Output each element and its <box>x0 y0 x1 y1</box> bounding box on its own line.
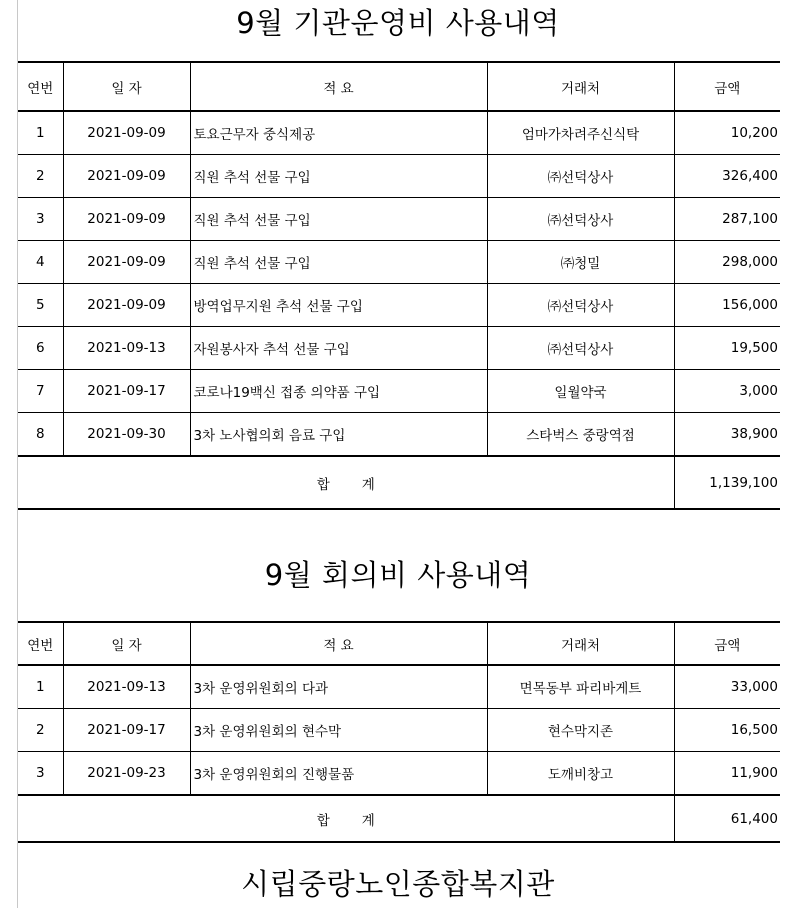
organization-name: 시립중랑노인종합복지관 <box>241 867 555 901</box>
row-amount: 298,000 <box>674 241 780 284</box>
row-no: 3 <box>18 198 63 241</box>
row-description: 자원봉사자 추석 선물 구입 <box>190 327 487 370</box>
table-row <box>18 198 780 241</box>
total-row <box>18 795 780 842</box>
section2-title: 9월 회의비 사용내역 <box>264 558 532 592</box>
total-label-b: 계 <box>361 476 375 493</box>
row-no: 8 <box>18 413 63 457</box>
total-label-b: 계 <box>361 812 375 829</box>
row-vendor: 스타벅스 중랑역점 <box>487 413 674 457</box>
row-description: 3차 운영위원회의 현수막 <box>190 709 487 752</box>
row-amount: 16,500 <box>674 709 780 752</box>
header-amount: 금액 <box>674 622 780 665</box>
total-label-a: 합 <box>316 476 330 493</box>
header-no: 연번 <box>18 62 63 111</box>
operating-expense-table <box>18 61 780 510</box>
header-vendor: 거래처 <box>487 62 674 111</box>
total-amount: 61,400 <box>674 795 780 842</box>
row-amount: 19,500 <box>674 327 780 370</box>
header-description: 적 요 <box>190 622 487 665</box>
table-header-row <box>18 622 780 665</box>
row-date: 2021-09-17 <box>63 370 190 413</box>
row-description: 3차 운영위원회의 다과 <box>190 665 487 709</box>
row-description: 3차 운영위원회의 진행물품 <box>190 752 487 796</box>
row-amount: 10,200 <box>674 111 780 155</box>
row-vendor: ㈜선덕상사 <box>487 198 674 241</box>
total-label-a: 합 <box>316 812 330 829</box>
row-date: 2021-09-09 <box>63 284 190 327</box>
row-vendor: ㈜선덕상사 <box>487 284 674 327</box>
row-date: 2021-09-09 <box>63 155 190 198</box>
table-row <box>18 752 780 796</box>
row-description: 방역업무지원 추석 선물 구입 <box>190 284 487 327</box>
row-date: 2021-09-30 <box>63 413 190 457</box>
table-row <box>18 665 780 709</box>
table-row <box>18 284 780 327</box>
total-row <box>18 456 780 509</box>
row-vendor: 일월약국 <box>487 370 674 413</box>
row-amount: 33,000 <box>674 665 780 709</box>
row-description: 직원 추석 선물 구입 <box>190 241 487 284</box>
section1-title: 9월 기관운영비 사용내역 <box>236 6 560 40</box>
table-row <box>18 413 780 457</box>
total-label <box>18 456 674 509</box>
header-description: 적 요 <box>190 62 487 111</box>
row-vendor: 엄마가차려주신식탁 <box>487 111 674 155</box>
row-amount: 11,900 <box>674 752 780 796</box>
row-no: 5 <box>18 284 63 327</box>
row-date: 2021-09-17 <box>63 709 190 752</box>
row-no: 2 <box>18 709 63 752</box>
header-date: 일 자 <box>63 622 190 665</box>
table-row <box>18 709 780 752</box>
row-no: 7 <box>18 370 63 413</box>
row-amount: 326,400 <box>674 155 780 198</box>
table-row <box>18 370 780 413</box>
total-label <box>18 795 674 842</box>
row-vendor: 면목동부 파리바게트 <box>487 665 674 709</box>
row-description: 3차 노사협의회 음료 구입 <box>190 413 487 457</box>
row-description: 직원 추석 선물 구입 <box>190 155 487 198</box>
row-description: 토요근무자 중식제공 <box>190 111 487 155</box>
row-no: 6 <box>18 327 63 370</box>
header-vendor: 거래처 <box>487 622 674 665</box>
row-vendor: 도깨비창고 <box>487 752 674 796</box>
row-no: 3 <box>18 752 63 796</box>
row-date: 2021-09-09 <box>63 111 190 155</box>
row-date: 2021-09-13 <box>63 327 190 370</box>
total-amount: 1,139,100 <box>674 456 780 509</box>
table-row <box>18 241 780 284</box>
row-no: 4 <box>18 241 63 284</box>
row-vendor: 현수막지존 <box>487 709 674 752</box>
row-date: 2021-09-09 <box>63 198 190 241</box>
row-date: 2021-09-13 <box>63 665 190 709</box>
row-no: 1 <box>18 111 63 155</box>
table-row <box>18 155 780 198</box>
table-header-row <box>18 62 780 111</box>
header-date: 일 자 <box>63 62 190 111</box>
table-row <box>18 327 780 370</box>
row-no: 1 <box>18 665 63 709</box>
table-row <box>18 111 780 155</box>
row-amount: 38,900 <box>674 413 780 457</box>
header-no: 연번 <box>18 622 63 665</box>
meeting-expense-table <box>18 621 780 843</box>
row-description: 직원 추석 선물 구입 <box>190 198 487 241</box>
row-amount: 156,000 <box>674 284 780 327</box>
row-vendor: ㈜청밀 <box>487 241 674 284</box>
row-amount: 3,000 <box>674 370 780 413</box>
row-no: 2 <box>18 155 63 198</box>
row-description: 코로나19백신 접종 의약품 구입 <box>190 370 487 413</box>
row-vendor: ㈜선덕상사 <box>487 155 674 198</box>
row-amount: 287,100 <box>674 198 780 241</box>
row-vendor: ㈜선덕상사 <box>487 327 674 370</box>
row-date: 2021-09-23 <box>63 752 190 796</box>
row-date: 2021-09-09 <box>63 241 190 284</box>
header-amount: 금액 <box>674 62 780 111</box>
